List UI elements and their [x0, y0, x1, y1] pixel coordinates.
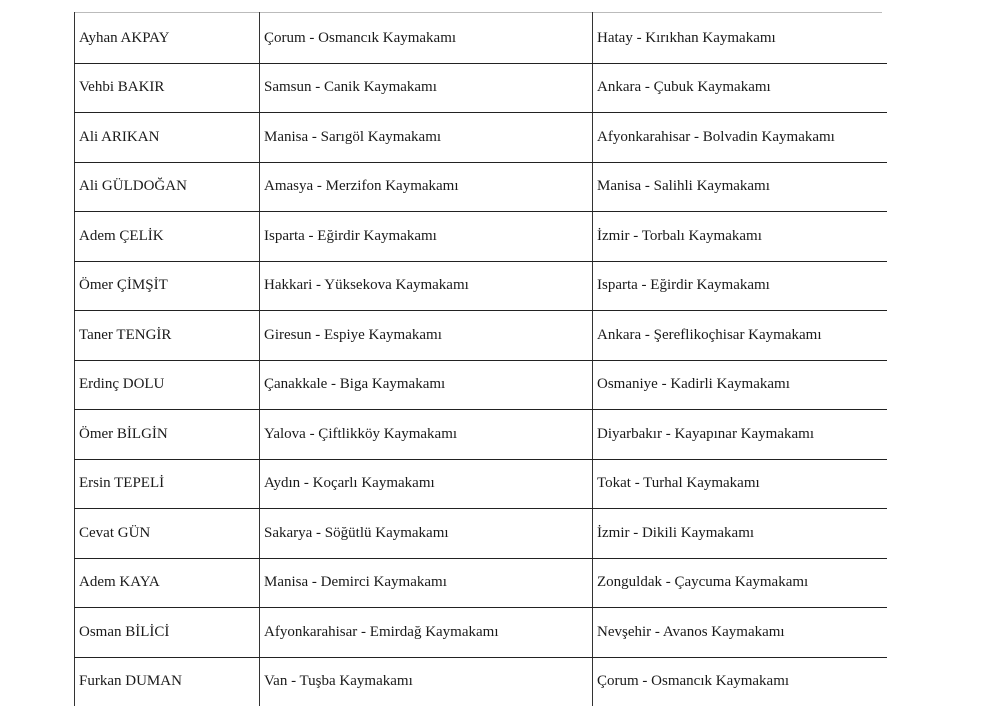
table-row	[75, 113, 888, 163]
new-post-cell: İzmir - Torbalı Kaymakamı	[593, 212, 888, 262]
new-post-cell: Tokat - Turhal Kaymakamı	[593, 459, 888, 509]
name-cell: Ersin TEPELİ	[75, 459, 260, 509]
name-cell: Osman BİLİCİ	[75, 608, 260, 658]
name-cell: Ömer ÇİMŞİT	[75, 261, 260, 311]
current-post-cell: Manisa - Sarıgöl Kaymakamı	[260, 113, 593, 163]
table-row	[75, 12, 888, 63]
current-post-cell: Çanakkale - Biga Kaymakamı	[260, 360, 593, 410]
current-post-cell: Isparta - Eğirdir Kaymakamı	[260, 212, 593, 262]
current-post-cell: Çorum - Osmancık Kaymakamı	[260, 12, 593, 63]
table-body	[75, 12, 888, 706]
current-post-cell: Van - Tuşba Kaymakamı	[260, 657, 593, 706]
new-post-cell: İzmir - Dikili Kaymakamı	[593, 509, 888, 559]
table-row	[75, 212, 888, 262]
name-cell: Cevat GÜN	[75, 509, 260, 559]
current-post-cell: Hakkari - Yüksekova Kaymakamı	[260, 261, 593, 311]
table-row	[75, 410, 888, 460]
table-row	[75, 261, 888, 311]
current-post-cell: Amasya - Merzifon Kaymakamı	[260, 162, 593, 212]
current-post-cell: Afyonkarahisar - Emirdağ Kaymakamı	[260, 608, 593, 658]
new-post-cell: Hatay - Kırıkhan Kaymakamı	[593, 12, 888, 63]
table-row	[75, 311, 888, 361]
name-cell: Adem ÇELİK	[75, 212, 260, 262]
current-post-cell: Sakarya - Söğütlü Kaymakamı	[260, 509, 593, 559]
table-row	[75, 558, 888, 608]
new-post-cell: Osmaniye - Kadirli Kaymakamı	[593, 360, 888, 410]
new-post-cell: Çorum - Osmancık Kaymakamı	[593, 657, 888, 706]
appointments-table	[74, 12, 887, 706]
name-cell: Ali GÜLDOĞAN	[75, 162, 260, 212]
new-post-cell: Ankara - Şereflikoçhisar Kaymakamı	[593, 311, 888, 361]
name-cell: Vehbi BAKIR	[75, 63, 260, 113]
table-row	[75, 608, 888, 658]
current-post-cell: Yalova - Çiftlikköy Kaymakamı	[260, 410, 593, 460]
current-post-cell: Giresun - Espiye Kaymakamı	[260, 311, 593, 361]
name-cell: Furkan DUMAN	[75, 657, 260, 706]
name-cell: Adem KAYA	[75, 558, 260, 608]
current-post-cell: Samsun - Canik Kaymakamı	[260, 63, 593, 113]
table-row	[75, 360, 888, 410]
name-cell: Ömer BİLGİN	[75, 410, 260, 460]
name-cell: Ayhan AKPAY	[75, 12, 260, 63]
name-cell: Taner TENGİR	[75, 311, 260, 361]
table-row	[75, 509, 888, 559]
new-post-cell: Zonguldak - Çaycuma Kaymakamı	[593, 558, 888, 608]
name-cell: Erdinç DOLU	[75, 360, 260, 410]
new-post-cell: Diyarbakır - Kayapınar Kaymakamı	[593, 410, 888, 460]
new-post-cell: Nevşehir - Avanos Kaymakamı	[593, 608, 888, 658]
new-post-cell: Afyonkarahisar - Bolvadin Kaymakamı	[593, 113, 888, 163]
current-post-cell: Manisa - Demirci Kaymakamı	[260, 558, 593, 608]
new-post-cell: Isparta - Eğirdir Kaymakamı	[593, 261, 888, 311]
table-row	[75, 657, 888, 706]
name-cell: Ali ARIKAN	[75, 113, 260, 163]
table-row	[75, 63, 888, 113]
current-post-cell: Aydın - Koçarlı Kaymakamı	[260, 459, 593, 509]
table-row	[75, 459, 888, 509]
new-post-cell: Ankara - Çubuk Kaymakamı	[593, 63, 888, 113]
new-post-cell: Manisa - Salihli Kaymakamı	[593, 162, 888, 212]
table-row	[75, 162, 888, 212]
